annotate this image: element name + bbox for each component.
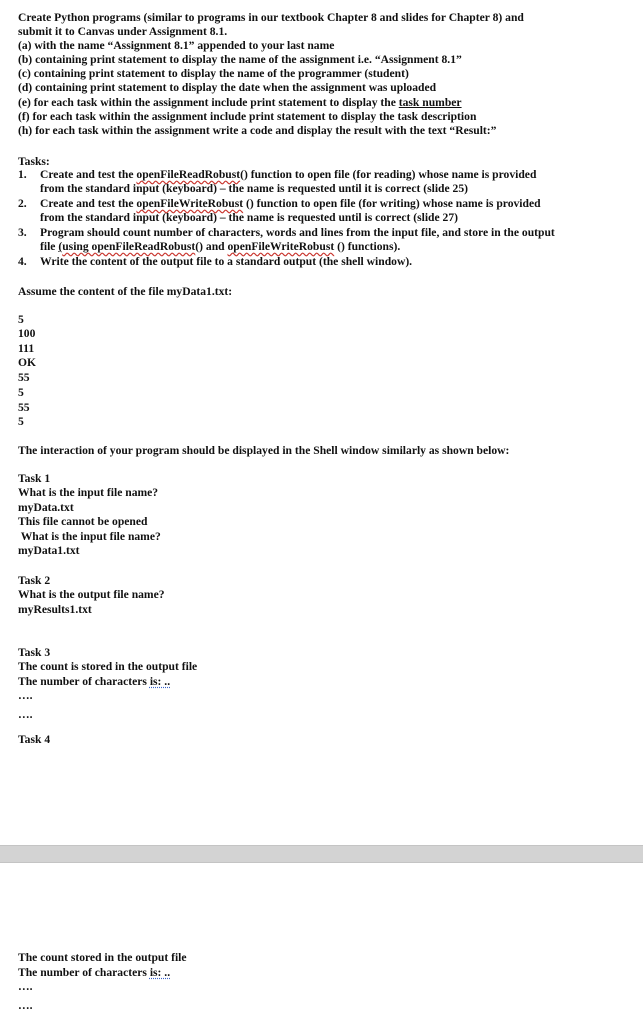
task2-title: Task 2 [18,574,51,587]
interaction-text: The interaction of your program should be displayed in the Shell window similarly as shown below: [18,444,510,457]
intro-item-b: (b) containing print statement to display the name of the assignment i.e. “Assignment 8.1” [18,53,462,66]
task1-line-5: myData1.txt [18,544,80,557]
task-3-text-file: file [40,240,59,253]
file-line: 55 [18,371,30,384]
task-2-text-a: Create and test the [40,197,137,210]
intro-line-1: Create Python programs (similar to programs in our textbook Chapter 8 and slides for Chapter 8) and [18,11,524,24]
task-1-number: 1. [18,168,27,181]
intro-item-f: (f) for each task within the assignment include print statement to display the task description [18,110,477,123]
task-3-read-function: using openFileReadRobust [62,240,196,253]
task1-title: Task 1 [18,472,51,485]
task-1-text-b: () function to open file (for reading) whose name is provided [240,168,537,181]
task-2-line-1 [40,197,541,211]
tasks-heading: Tasks: [18,155,50,168]
task-3-text-end: () functions). [334,240,401,253]
bottom-line-2 [18,966,170,980]
file-line: 5 [18,386,24,399]
file-line: 100 [18,327,36,340]
intro-item-e [18,96,462,110]
task3-dots-2: …. [18,708,33,721]
task3-line-2-text: The number of characters [18,675,150,688]
task-1-text-a: Create and test the [40,168,137,181]
task-2-function-name: openFileWriteRobust [136,197,244,210]
task1-line-4: What is the input file name? [18,530,161,543]
file-line: 5 [18,415,24,428]
task-1-function-name: openFileReadRobust [136,168,241,181]
page-separator [0,845,643,863]
file-line: 55 [18,401,30,414]
intro-item-d: (d) containing print statement to display the date when the assignment was uploaded [18,81,437,94]
task3-line-2 [18,675,170,689]
task-3-write-function: openFileWriteRobust [227,240,335,253]
intro-item-e-text: (e) for each task within the assignment include print statement to display the [18,96,399,109]
task-1-line-1 [40,168,536,182]
bottom-line-1: The count stored in the output file [18,951,187,964]
task2-line-1: What is the output file name? [18,588,165,601]
task1-line-3: This file cannot be opened [18,515,148,528]
task1-line-2: myData.txt [18,501,74,514]
task3-line-1: The count is stored in the output file [18,660,198,673]
task1-line-1: What is the input file name? [18,486,159,499]
bottom-is-link: is: .. [149,966,171,979]
task-number-link: task number [398,96,462,109]
intro-line-2: submit it to Canvas under Assignment 8.1. [18,25,228,38]
task-2-text-b: () function to open file (for writing) whose name is provided [243,197,541,210]
intro-item-c: (c) containing print statement to display the name of the programmer (student) [18,67,409,80]
task-2-line-2: from the standard input (keyboard) – the name is requested until is correct (slide 27) [40,211,459,224]
task-3-text-and: () and [195,240,228,253]
task-2-number: 2. [18,197,27,210]
task2-line-2: myResults1.txt [18,603,92,616]
task-4-line: Write the content of the output file to a standard output (the shell window). [40,255,413,268]
bottom-dots-2: …. [18,999,33,1012]
bottom-line-2-text: The number of characters [18,966,150,979]
task-3-line-1: Program should count number of characters, words and lines from the input file, and store in the output [40,226,555,239]
task4-title: Task 4 [18,733,51,746]
task-1-line-2: from the standard input (keyboard) – the name is requested until it is correct (slide 25) [40,182,468,195]
file-line: 5 [18,313,24,326]
file-line: OK [18,356,37,369]
task-3-line-2 [40,240,400,254]
bottom-dots-1: …. [18,980,33,993]
task3-dots-1: …. [18,689,33,702]
task-4-number: 4. [18,255,27,268]
task3-is-link: is: .. [149,675,171,688]
task-3-number: 3. [18,226,27,239]
intro-item-h: (h) for each task within the assignment write a code and display the result with the text “Result:” [18,124,497,137]
task3-title: Task 3 [18,646,51,659]
task-3-paren: ( [58,240,63,253]
assume-text: Assume the content of the file myData1.txt: [18,285,233,298]
file-line: 111 [18,342,35,355]
intro-item-a: (a) with the name “Assignment 8.1” appended to your last name [18,39,335,52]
